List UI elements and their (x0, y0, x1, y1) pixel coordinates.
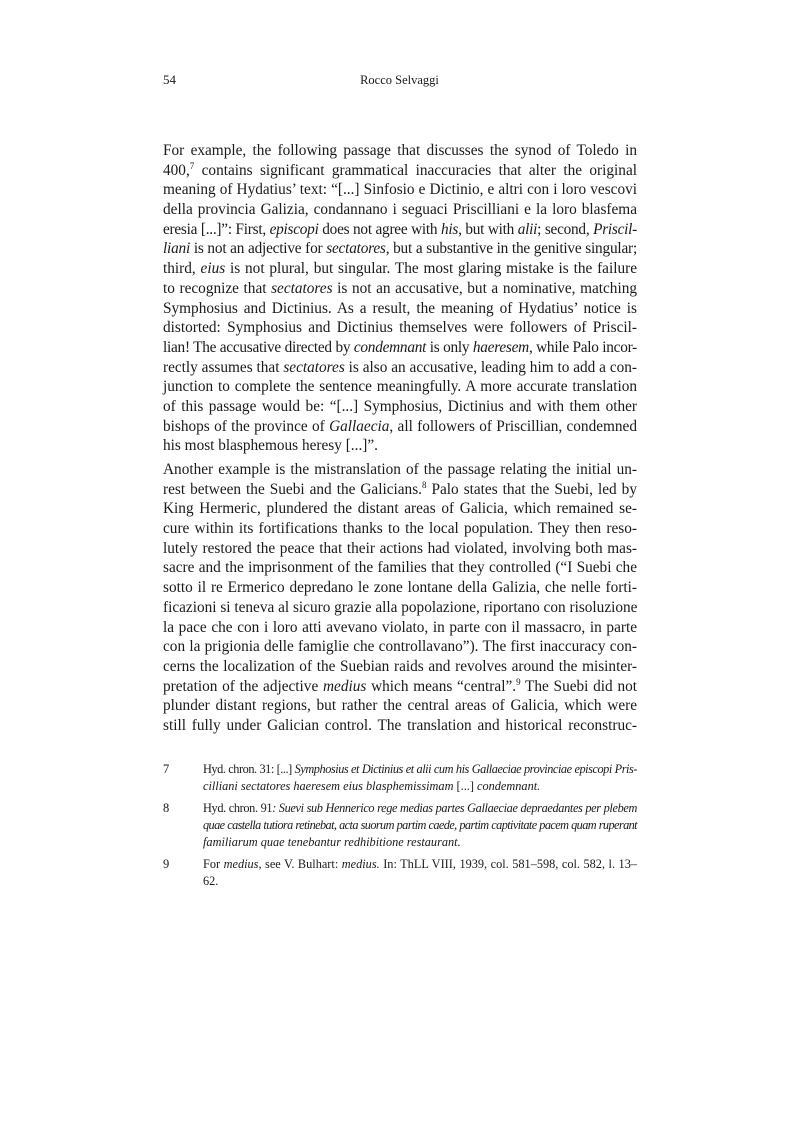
text-line (163, 519, 637, 539)
text-line (203, 800, 637, 817)
main-text (163, 141, 637, 740)
italic-text: sectatores (283, 358, 345, 376)
text-line (163, 259, 637, 279)
text-line (163, 558, 637, 578)
text-line (203, 856, 637, 873)
text-line (203, 817, 637, 834)
text-line (163, 299, 637, 319)
text-line (163, 499, 637, 519)
footnote (163, 856, 637, 890)
italic-text: condemnant (353, 338, 427, 356)
text-run: contains significant grammatical inaccuracies that alter the original (194, 161, 637, 179)
italic-text: quae castella tutiora retinebat, acta suorum partim caede, partim captivitate pacem quam ruperant (203, 818, 637, 832)
text-line (163, 716, 637, 736)
text-line (203, 778, 637, 795)
text-run: plunder distant regions, but rather the central areas of Galicia, which were (163, 697, 637, 715)
text-line (163, 318, 637, 338)
italic-text: eius (200, 260, 226, 278)
text-run: bishops of the province of (163, 417, 330, 435)
footnote-reference[interactable]: 9 (516, 676, 521, 687)
text-run: The Suebi did not (520, 677, 637, 695)
text-line (163, 460, 637, 480)
text-run: cure within its fortifications thanks to the local population. They then reso- (163, 520, 637, 538)
text-run: is not plural, but singular. The most glaring mistake is the failure (225, 260, 637, 278)
text-line (163, 637, 637, 657)
paragraph (163, 141, 637, 456)
text-run: della provincia Galizia, condannano i seguaci Priscilliani e la loro blasfema (163, 201, 637, 219)
italic-text: Symphosius et Dictinius et alii cum his Gallaeciae provinciae episcopi Pris- (294, 762, 637, 776)
text-run: ; second, (537, 220, 594, 238)
italic-text: his (440, 220, 459, 238)
text-run: rectly assumes that (163, 358, 284, 376)
text-line (163, 279, 637, 299)
italic-text: medius (223, 857, 259, 871)
text-run: ficazioni si teneva al sicuro grazie alla popolazione, riportano con risoluzione (163, 598, 638, 616)
text-run: , see V. Bulhart: (258, 857, 342, 871)
text-line (163, 397, 637, 417)
text-run: is not an accusative, but a nominative, matching (332, 279, 637, 297)
text-run: , all followers of Priscillian, condemned (389, 417, 637, 435)
text-run: For example, the following passage that discusses the synod of Toledo in (163, 142, 637, 159)
footnote-reference[interactable]: 7 (189, 160, 195, 171)
italic-text: medius. (341, 857, 380, 871)
italic-text: sectatores (271, 279, 333, 297)
text-line (163, 480, 637, 500)
text-run: Symphosius and Dictinius. As a result, the meaning of Hydatius’ notice is (163, 299, 637, 317)
italic-text: episcopi (269, 220, 319, 238)
text-run: In: ThLL VIII, 1939, col. 581–598, col. 582, l. 13– (379, 857, 637, 871)
running-title: Rocco Selvaggi (360, 73, 439, 87)
footnotes (163, 761, 637, 895)
text-line (203, 761, 637, 778)
text-run: Palo states that the Suebi, led by (426, 480, 637, 498)
text-line (163, 677, 637, 697)
text-run: junction to complete the sentence meaningfully. A more accurate translation (163, 378, 637, 396)
italic-text: : Suevi sub Hennerico rege medias partes Gallaeciae depraedantes per plebem (272, 801, 637, 815)
text-run: meaning of Hydatius’ text: “[...] Sinfosio e Dictinio, e altri con i loro vescovi (163, 181, 637, 199)
italic-text: cilliani sectatores haeresem eius blasphemissimam (203, 779, 454, 793)
italic-text: liani (163, 240, 191, 258)
text-run: , but with (458, 220, 518, 238)
italic-text: haeresem (472, 338, 529, 356)
text-line (203, 834, 637, 851)
text-run: Another example is the mistranslation of the passage relating the initial un- (163, 461, 637, 478)
text-line (163, 539, 637, 559)
text-run: cerns the localization of the Suebian raids and revolves around the misinter- (163, 657, 637, 675)
text-run: does not agree with (318, 220, 441, 238)
text-line (163, 696, 637, 716)
text-run: , while Palo incor- (528, 338, 637, 356)
text-run: is not an adjective for (190, 240, 327, 258)
italic-text: Gallaecia (329, 417, 390, 435)
text-line (163, 618, 637, 638)
italic-text: sectatores (326, 240, 386, 258)
text-run: which means “central”. (366, 677, 517, 695)
text-line (163, 180, 637, 200)
footnote (163, 761, 637, 795)
text-line (163, 578, 637, 598)
text-line (163, 200, 637, 220)
italic-text: condemnant. (477, 779, 541, 793)
text-run: to recognize that (163, 279, 272, 297)
text-run: of this passage would be: “[...] Symphosius, Dictinius and with them other (163, 397, 637, 415)
footnote-number: 9 (163, 857, 170, 871)
text-run: [...] (453, 779, 478, 793)
text-run: King Hermeric, plundered the distant areas of Galicia, which remained se- (163, 500, 637, 518)
text-line (163, 220, 637, 240)
text-run: lian! The accusative directed by (163, 338, 354, 356)
text-run: sotto il re Ermerico depredano le zone lontane della Galizia, che nelle forti- (163, 579, 637, 597)
text-run: 400, (163, 161, 190, 179)
text-line (163, 377, 637, 397)
text-run: is also an accusative, leading him to add a con- (344, 358, 638, 376)
text-line (163, 358, 637, 378)
text-line (163, 417, 637, 437)
text-line (163, 598, 637, 618)
text-line (163, 239, 637, 259)
italic-text: medius (323, 677, 367, 695)
text-line (203, 873, 637, 890)
text-run: For (203, 857, 224, 871)
italic-text: Priscil- (593, 220, 637, 238)
text-run: lutely restored the peace that their actions had violated, involving both mas- (163, 539, 637, 557)
paragraph (163, 460, 637, 736)
footnote (163, 800, 637, 851)
text-run: la pace che con i loro atti avevano violato, in parte con il massacro, in parte (163, 618, 637, 636)
footnote-number: 8 (163, 801, 170, 815)
text-run: Hyd. chron. 91 (203, 801, 273, 815)
text-run: sacre and the imprisonment of the families that they controlled (“I Suebi che (163, 559, 637, 577)
text-run: , but a substantive in the genitive singular; (385, 240, 637, 258)
footnote-number: 7 (163, 762, 170, 776)
text-run: rest between the Suebi and the Galicians. (163, 480, 422, 498)
text-line (163, 436, 637, 456)
text-run: con la prigionia delle famiglie che controllavano”). The first inaccuracy con- (163, 638, 637, 656)
text-line (163, 657, 637, 677)
text-line (163, 141, 637, 161)
text-line (163, 338, 637, 358)
text-run: still fully under Galician control. The translation and historical reconstruc- (163, 716, 637, 734)
italic-text: familiarum quae tenebantur redhibitione restaurant. (203, 835, 461, 849)
text-run: is only (426, 338, 473, 356)
footnote-reference[interactable]: 8 (421, 479, 427, 490)
italic-text: alii (517, 220, 538, 238)
page-number: 54 (163, 72, 176, 87)
text-run: third, (163, 260, 201, 278)
text-run: Hyd. chron. 31: [...] (203, 762, 295, 776)
text-run: distorted: Symphosius and Dictinius themselves were followers of Priscil- (163, 319, 637, 337)
text-run: 62. (203, 874, 219, 888)
text-run: his most blasphemous heresy [...]”. (163, 437, 378, 455)
text-line (163, 161, 637, 181)
text-run: pretation of the adjective (163, 677, 323, 695)
text-run: eresia [...]”: First, (163, 220, 270, 238)
